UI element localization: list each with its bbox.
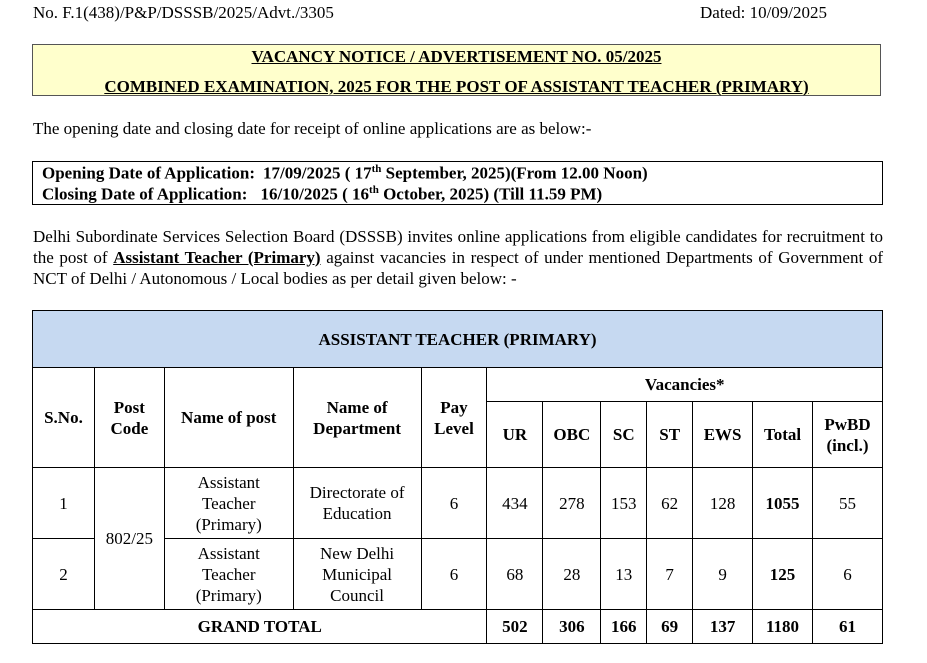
header-st: ST	[647, 402, 693, 468]
row-post-name	[164, 468, 293, 539]
row-department	[293, 539, 421, 610]
header-obc: OBC	[543, 402, 601, 468]
row-obc: 278	[543, 468, 601, 539]
opening-date-line	[42, 163, 648, 184]
header-pay-level	[421, 368, 487, 468]
row-pay-level: 6	[421, 539, 487, 610]
header-post-code-l2: Code	[110, 418, 149, 438]
row-pwbd: 55	[812, 468, 882, 539]
post-code: 802/25	[94, 468, 164, 610]
grand-total-ews: 137	[693, 610, 753, 644]
header-ur: UR	[487, 402, 543, 468]
row-post-name-l2: Teacher	[201, 564, 256, 584]
paragraph-post-name: Assistant Teacher (Primary)	[113, 248, 321, 267]
opening-date-detail: September, 2025)(From 12.00 Noon)	[381, 163, 648, 183]
closing-date-detail: October, 2025) (Till 11.59 PM)	[378, 184, 603, 204]
row-department-l3: Council	[330, 585, 384, 605]
paragraph-part1: Delhi Subordinate Services Selection Board (DSSSB) invites online applications from eligible candidates for recruitment to the post of	[33, 227, 883, 267]
grand-total-row	[33, 610, 883, 644]
row-post-name-l2: Teacher	[201, 493, 256, 513]
row-post-name-l1: Assistant	[197, 472, 260, 492]
recruitment-paragraph	[33, 226, 883, 289]
grand-total-total: 1180	[753, 610, 813, 644]
row-department-l1: New Delhi	[320, 543, 395, 563]
row-department	[293, 468, 421, 539]
closing-date-line	[42, 184, 602, 205]
closing-date-value: 16/10/2025 ( 16	[260, 184, 370, 204]
row-post-name	[164, 539, 293, 610]
row-sno: 1	[33, 468, 95, 539]
row-post-name-l3: (Primary)	[195, 585, 262, 605]
opening-date-value: 17/09/2025 ( 17	[263, 163, 372, 183]
row-pwbd: 6	[812, 539, 882, 610]
row-obc: 28	[543, 539, 601, 610]
row-department-l2: Municipal	[322, 564, 393, 584]
reference-number: No. F.1(438)/P&P/DSSSB/2025/Advt./3305	[33, 3, 334, 22]
header-sc: SC	[601, 402, 647, 468]
header-row-1	[33, 368, 883, 402]
row-total: 125	[753, 539, 813, 610]
header-pwbd-l2: (incl.)	[826, 435, 869, 455]
row-sno: 2	[33, 539, 95, 610]
header-vacancies: Vacancies*	[487, 368, 883, 402]
header-post-code	[94, 368, 164, 468]
row-department-l1: Directorate of	[309, 483, 405, 502]
closing-date-label: Closing Date of Application:	[42, 184, 248, 204]
grand-total-obc: 306	[543, 610, 601, 644]
header-department-l2: Department	[313, 418, 401, 438]
row-ur: 434	[487, 468, 543, 539]
row-total: 1055	[753, 468, 813, 539]
header-ews: EWS	[693, 402, 753, 468]
header-name-of-post: Name of post	[164, 368, 293, 468]
header-pwbd	[812, 402, 882, 468]
table-title-row	[33, 311, 883, 368]
application-dates-box	[32, 161, 883, 205]
row-ews: 9	[693, 539, 753, 610]
row-ews: 128	[693, 468, 753, 539]
opening-date-suffix: th	[371, 163, 382, 175]
header-pay-level-l1: Pay	[440, 397, 468, 417]
row-pay-level: 6	[421, 468, 487, 539]
row-department-l2: Education	[322, 504, 392, 523]
grand-total-pwbd: 61	[812, 610, 882, 644]
intro-text: The opening date and closing date for receipt of online applications are as below:-	[33, 119, 592, 138]
header-department	[293, 368, 421, 468]
table-title: ASSISTANT TEACHER (PRIMARY)	[33, 311, 883, 368]
grand-total-sc: 166	[601, 610, 647, 644]
header-total: Total	[753, 402, 813, 468]
row-sc: 13	[601, 539, 647, 610]
table-row	[33, 468, 883, 539]
closing-date-suffix: th	[369, 184, 379, 196]
row-st: 7	[647, 539, 693, 610]
header-pwbd-l1: PwBD	[824, 414, 871, 434]
row-ur: 68	[487, 539, 543, 610]
notice-title-box	[32, 44, 881, 96]
vacancy-table	[32, 310, 883, 644]
grand-total-ur: 502	[487, 610, 543, 644]
header-post-code-l1: Post	[113, 397, 145, 417]
grand-total-label: GRAND TOTAL	[33, 610, 487, 644]
notice-title: VACANCY NOTICE / ADVERTISEMENT NO. 05/2025	[251, 47, 662, 66]
grand-total-st: 69	[647, 610, 693, 644]
header-sno: S.No.	[33, 368, 95, 468]
notice-date: Dated: 10/09/2025	[700, 3, 828, 22]
paragraph-part2: against vacancies in respect of under mentioned Departments of Government of NCT of Delhi / Autonomous / Local bodies as per detail given below: -	[33, 248, 883, 288]
row-post-name-l3: (Primary)	[195, 514, 262, 534]
row-st: 62	[647, 468, 693, 539]
row-post-name-l1: Assistant	[197, 543, 260, 563]
opening-date-label: Opening Date of Application:	[42, 163, 255, 183]
notice-subtitle: COMBINED EXAMINATION, 2025 FOR THE POST OF ASSISTANT TEACHER (PRIMARY)	[104, 77, 809, 96]
row-sc: 153	[601, 468, 647, 539]
header-department-l1: Name of	[326, 397, 388, 417]
header-pay-level-l2: Level	[434, 418, 474, 438]
